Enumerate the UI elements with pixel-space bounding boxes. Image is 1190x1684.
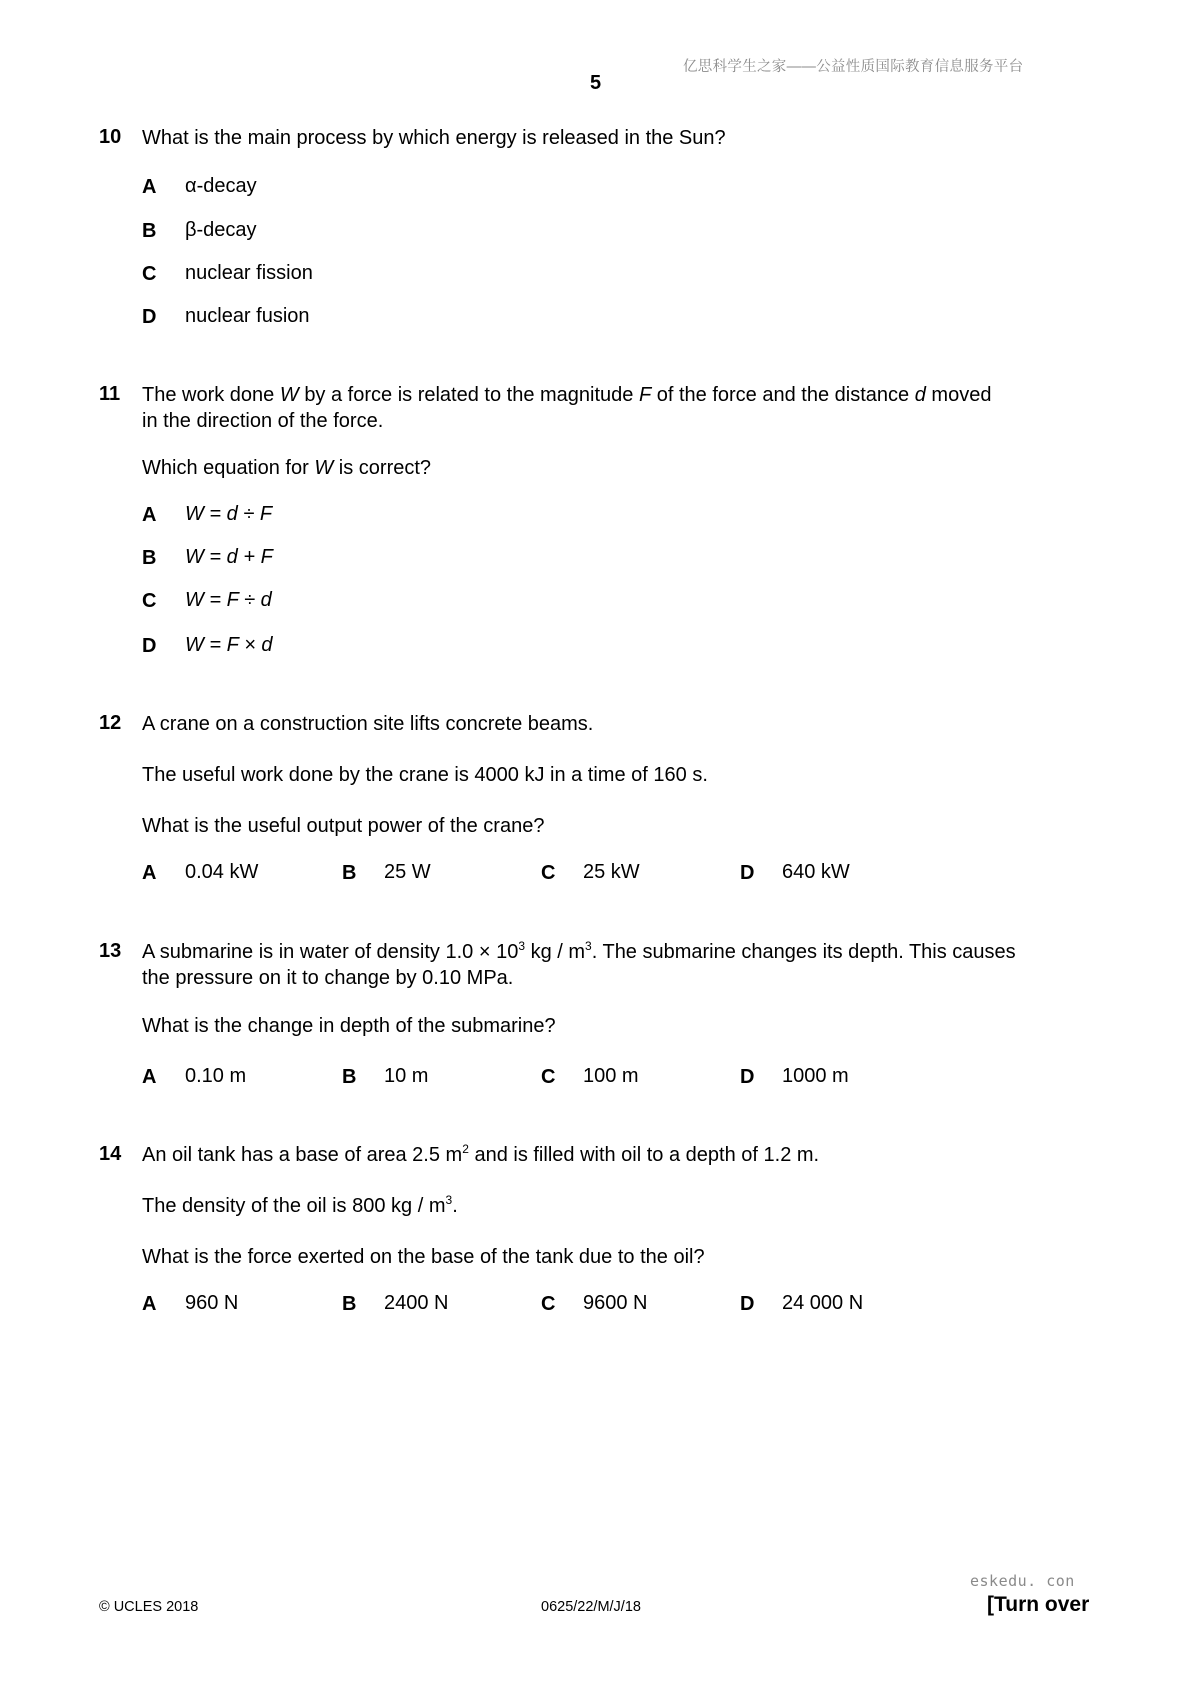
question-number: 12 — [99, 712, 122, 734]
exponent: 3 — [518, 939, 526, 953]
option-b: 10 m — [384, 1065, 429, 1087]
option-b-text: -decay — [196, 219, 257, 241]
question-text-line-2: The useful work done by the crane is 4000 kJ in a time of 160 s. — [142, 764, 708, 786]
question-text-line-1 — [142, 1142, 819, 1168]
question-prompt: What is the change in depth of the submarine? — [142, 1015, 556, 1037]
question-text-line-1: A crane on a construction site lifts concrete beams. — [142, 713, 594, 735]
option-d: W = F × d — [185, 634, 273, 656]
option-c: W = F ÷ d — [185, 589, 272, 611]
option-letter-c: C — [541, 1066, 556, 1088]
question-text: What is the main process by which energy is released in the Sun? — [142, 127, 726, 149]
turn-over-label: [Turn over — [987, 1593, 1090, 1616]
option-c: 25 kW — [583, 861, 640, 883]
text-run: The work done — [142, 384, 275, 406]
variable-d: d — [914, 384, 926, 406]
text-run: A submarine is in water of density 1.0 × 10 — [142, 941, 519, 963]
text-run: Which equation for — [142, 457, 309, 479]
option-letter-c: C — [142, 263, 157, 285]
option-letter-c: C — [541, 1293, 556, 1315]
text-run: An oil tank has a base of area 2.5 m — [142, 1144, 463, 1166]
option-b: 25 W — [384, 861, 431, 883]
exponent: 3 — [445, 1193, 453, 1207]
question-text-line-1 — [142, 939, 1016, 965]
option-letter-b: B — [342, 1293, 357, 1315]
option-letter-c: C — [541, 862, 556, 884]
footer-watermark: eskedu. con — [970, 1572, 1075, 1590]
text-run: kg / m — [525, 941, 586, 963]
question-text-line-2: the pressure on it to change by 0.10 MPa. — [142, 967, 514, 989]
question-number: 14 — [99, 1143, 122, 1165]
text-run: . The submarine changes its depth. This causes — [591, 941, 1016, 963]
option-d: 640 kW — [782, 861, 850, 883]
option-letter-a: A — [142, 1293, 157, 1315]
question-text-line-1 — [142, 382, 991, 408]
variable-w: W — [279, 384, 299, 406]
header-watermark: 亿思科学生之家——公益性质国际教育信息服务平台 — [683, 59, 1024, 75]
text-run: moved — [931, 384, 992, 406]
text-run: and is filled with oil to a depth of 1.2 m. — [468, 1144, 820, 1166]
option-a — [185, 175, 257, 198]
option-letter-d: D — [740, 1066, 755, 1088]
question-text-line-2: in the direction of the force. — [142, 410, 384, 432]
option-letter-b: B — [142, 220, 157, 242]
variable-f: F — [638, 384, 652, 406]
option-c: nuclear fission — [185, 262, 313, 284]
text-run: The density of the oil is 800 kg / m — [142, 1195, 446, 1217]
beta-symbol: β — [185, 219, 197, 241]
option-letter-d: D — [142, 635, 157, 657]
question-number: 11 — [99, 383, 121, 405]
alpha-symbol: α — [185, 175, 197, 197]
option-letter-b: B — [142, 547, 157, 569]
option-b — [185, 219, 257, 242]
option-c: 9600 N — [583, 1292, 648, 1314]
option-d: 24 000 N — [782, 1292, 864, 1314]
question-prompt: What is the useful output power of the crane? — [142, 815, 545, 837]
option-letter-a: A — [142, 862, 157, 884]
option-a: W = d ÷ F — [185, 503, 273, 525]
variable-w: W — [314, 457, 334, 479]
option-a: 960 N — [185, 1292, 239, 1314]
question-prompt — [142, 455, 431, 481]
option-a-text: -decay — [196, 175, 257, 197]
option-letter-b: B — [342, 1066, 357, 1088]
option-letter-d: D — [740, 1293, 755, 1315]
option-c: 100 m — [583, 1065, 639, 1087]
exponent: 3 — [585, 939, 592, 953]
footer-copyright: © UCLES 2018 — [99, 1599, 199, 1615]
option-b: W = d + F — [185, 546, 273, 568]
option-letter-a: A — [142, 1066, 157, 1088]
option-letter-d: D — [740, 862, 755, 884]
option-letter-c: C — [142, 590, 157, 612]
option-a: 0.10 m — [185, 1065, 247, 1087]
exponent: 2 — [462, 1142, 469, 1156]
question-prompt: What is the force exerted on the base of the tank due to the oil? — [142, 1246, 705, 1268]
option-d: 1000 m — [782, 1065, 849, 1087]
option-letter-b: B — [342, 862, 357, 884]
option-d: nuclear fusion — [185, 305, 310, 327]
text-run: is correct? — [338, 457, 432, 479]
text-run: by a force is related to the magnitude — [304, 384, 634, 406]
option-a: 0.04 kW — [185, 861, 259, 883]
question-number: 10 — [99, 126, 122, 148]
question-text-line-2 — [142, 1193, 458, 1219]
footer-paper-code: 0625/22/M/J/18 — [541, 1599, 641, 1615]
text-run: . — [452, 1195, 458, 1217]
option-b: 2400 N — [384, 1292, 449, 1314]
question-number: 13 — [99, 940, 122, 962]
option-letter-d: D — [142, 306, 157, 328]
option-letter-a: A — [142, 504, 157, 526]
text-run: of the force and the distance — [656, 384, 910, 406]
option-letter-a: A — [142, 176, 157, 198]
page-number: 5 — [590, 72, 602, 94]
